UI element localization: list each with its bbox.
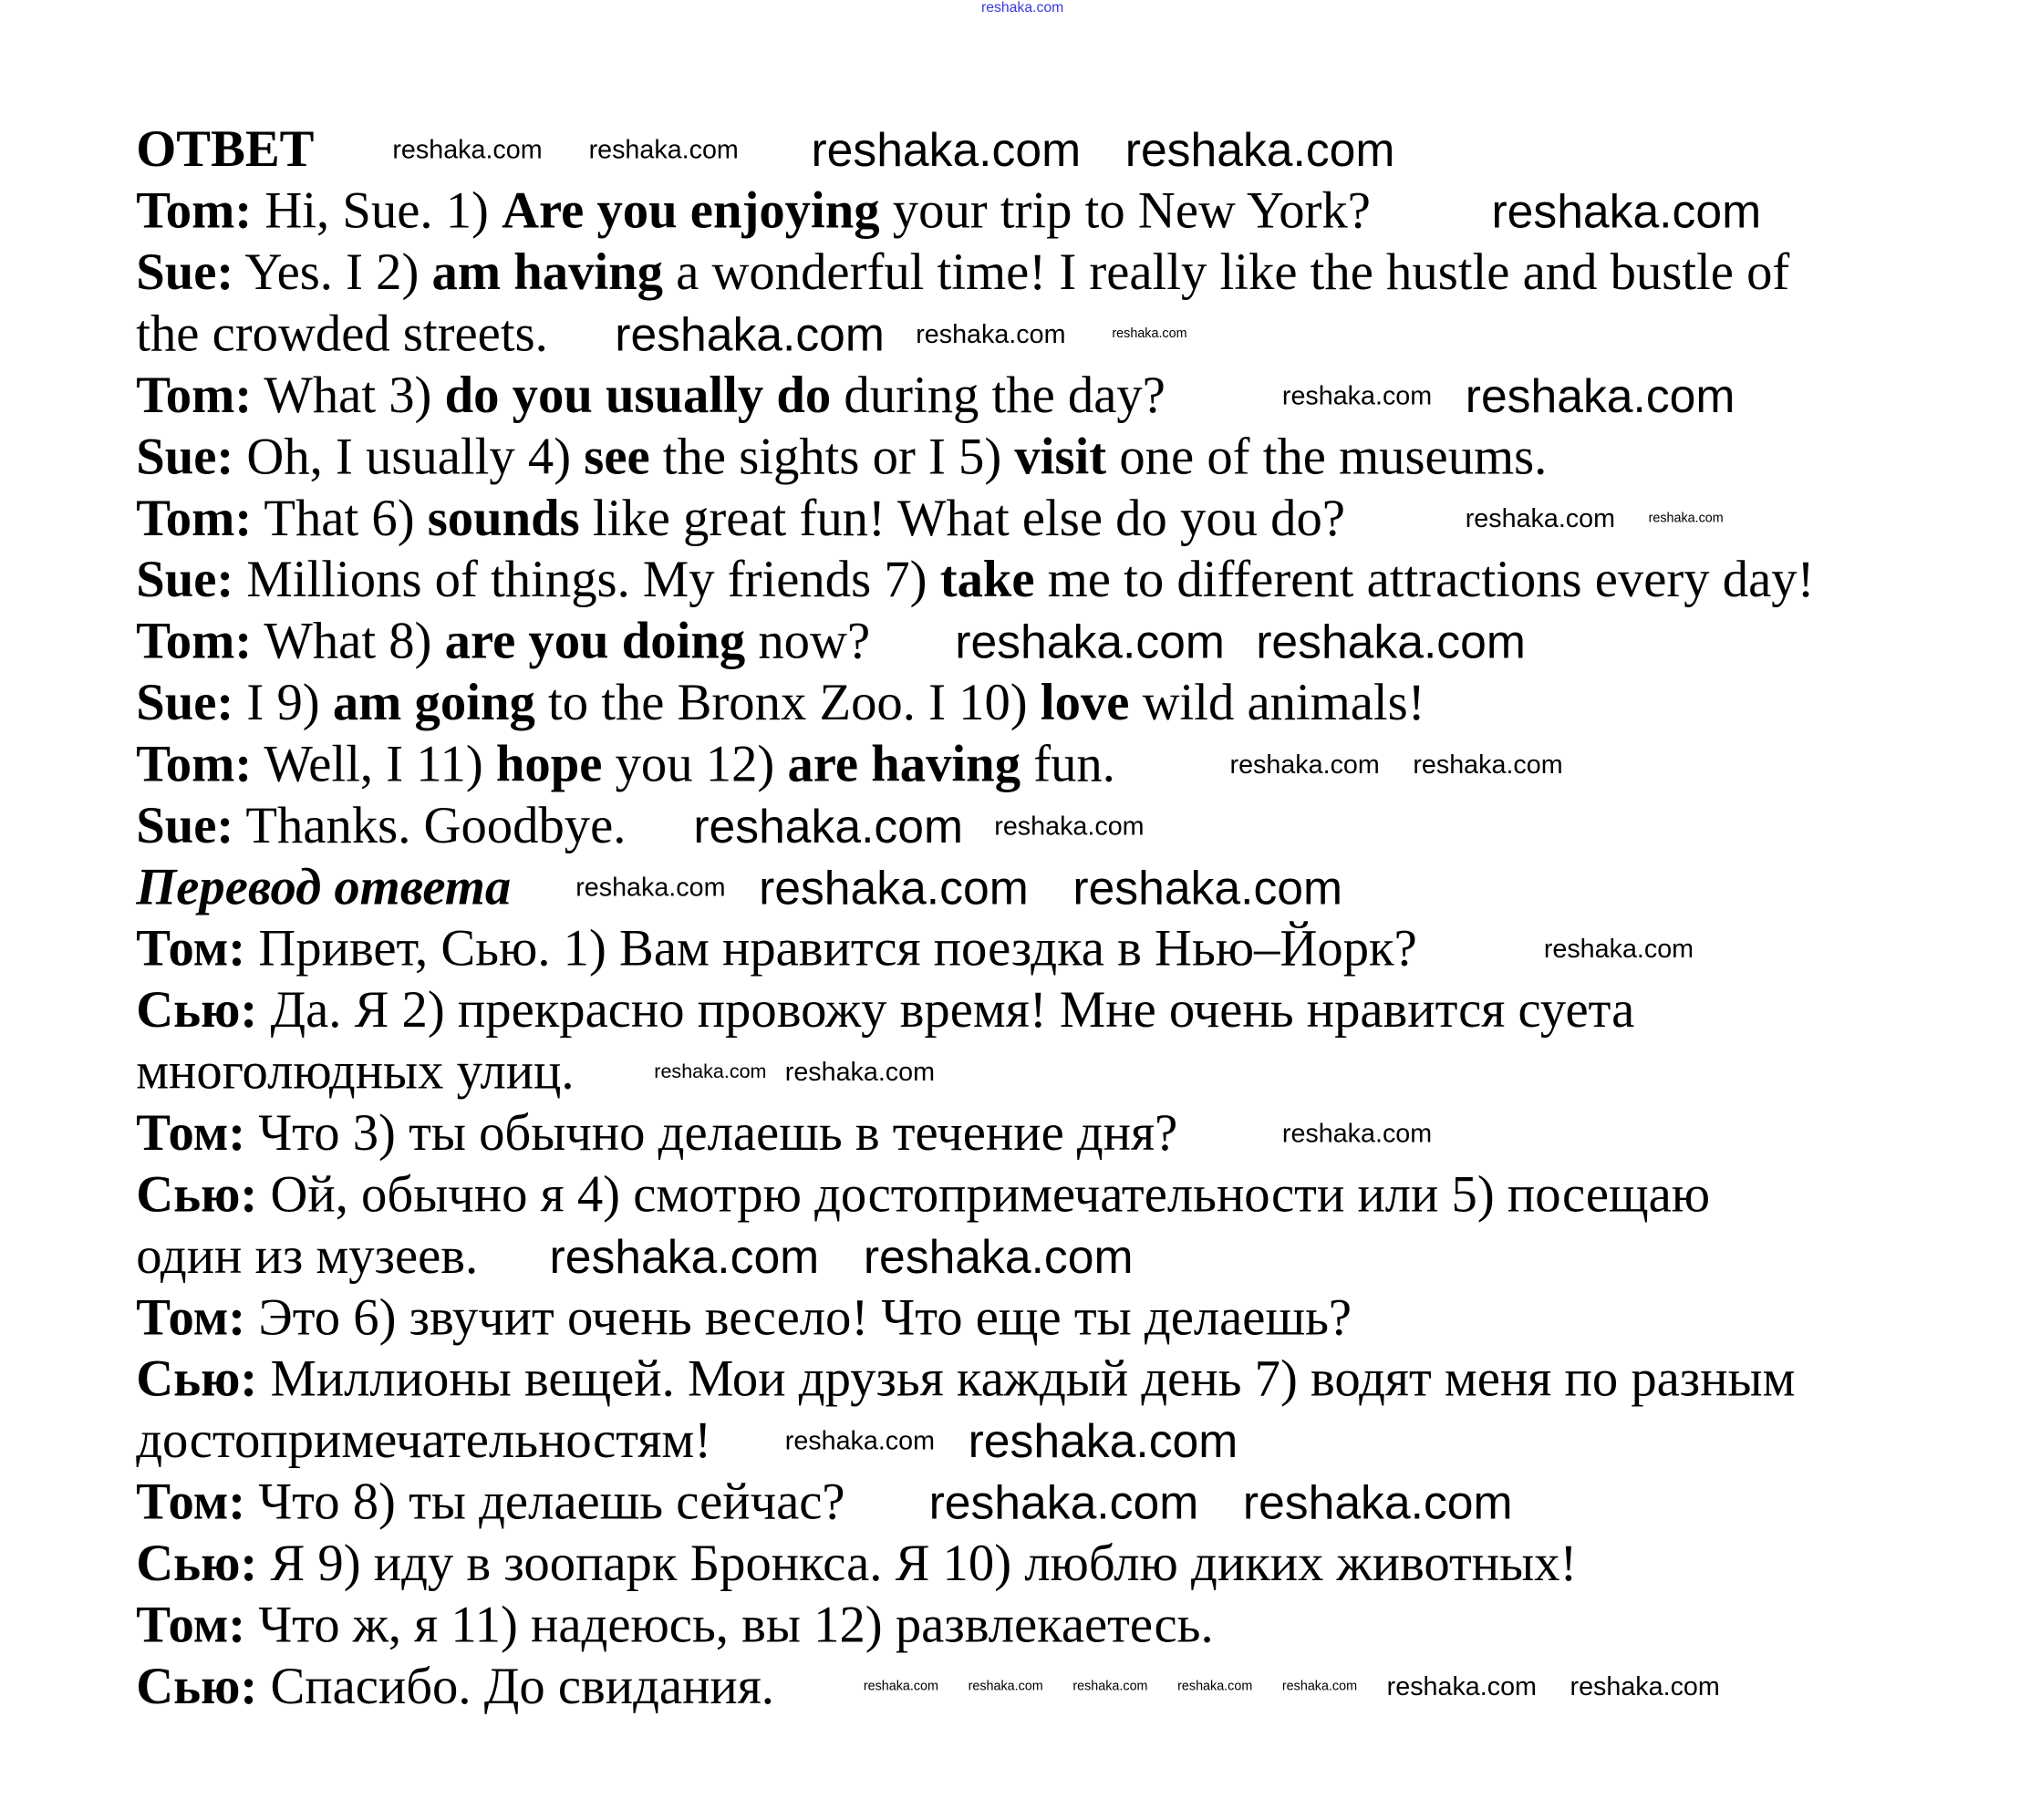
- bold-text: Сью:: [136, 1165, 258, 1224]
- dialogue-line: [136, 1349, 1814, 1410]
- text: That 6): [252, 489, 428, 547]
- text: I 9): [233, 673, 333, 731]
- dialogue-line: [136, 1102, 1814, 1163]
- bold-text: Tom:: [136, 366, 253, 424]
- watermark: reshaka.com: [1124, 122, 1395, 176]
- bold-text: Том:: [136, 1596, 246, 1654]
- dialogue-line: [136, 672, 1814, 733]
- text: the crowded streets.: [136, 305, 548, 363]
- text: Я 9) иду в зоопарк Бронкса. Я 10) люблю диких животных!: [257, 1534, 1578, 1592]
- dialogue-line: [136, 1041, 1814, 1102]
- dialogue-line: [136, 1595, 1814, 1656]
- watermark: reshaka.com: [955, 614, 1225, 668]
- bold-text: Sue:: [136, 796, 234, 854]
- watermark: reshaka.com: [863, 1679, 938, 1694]
- watermark: reshaka.com: [1281, 1119, 1433, 1148]
- watermark: reshaka.com: [693, 798, 964, 853]
- bold-text: Sue:: [136, 673, 234, 731]
- text: What 8): [252, 612, 445, 670]
- watermark: reshaka.com: [1543, 935, 1694, 964]
- watermark: reshaka.com: [615, 306, 885, 361]
- bold-text: do you usually do: [444, 366, 832, 424]
- dialogue-line: [136, 1164, 1814, 1225]
- bold-text: am having: [431, 243, 664, 301]
- watermark: reshaka.com: [1570, 1672, 1720, 1701]
- text: Что ж, я 11) надеюсь, вы 12) развлекаетесь.: [245, 1596, 1214, 1654]
- bold-text: take: [939, 550, 1035, 609]
- dialogue-line: [136, 795, 1814, 856]
- bold-text: sounds: [427, 489, 580, 547]
- watermark: reshaka.com: [1386, 1672, 1537, 1701]
- bold-text: Tom:: [136, 181, 253, 240]
- text: многолюдных улиц.: [136, 1042, 575, 1101]
- bold-text: are you doing: [444, 612, 746, 670]
- bold-text: Том:: [136, 1473, 246, 1531]
- bold-text: Tom:: [136, 489, 253, 547]
- watermark: reshaka.com: [1112, 326, 1187, 341]
- bold-text: Sue:: [136, 428, 234, 486]
- watermark: reshaka.com: [916, 319, 1066, 349]
- watermark: reshaka.com: [549, 1228, 820, 1283]
- watermark: reshaka.com: [1281, 381, 1433, 410]
- watermark: reshaka.com: [1465, 504, 1616, 533]
- watermark: reshaka.com: [1256, 614, 1526, 668]
- bold-text: Том:: [136, 919, 246, 977]
- text: me to different attractions every day!: [1034, 550, 1815, 609]
- answer-heading: ОТВЕТ: [136, 119, 315, 179]
- text: Спасибо. До свидания.: [257, 1657, 774, 1715]
- translation-heading: Перевод ответа: [136, 858, 512, 916]
- watermark: reshaka.com: [1177, 1679, 1253, 1694]
- bold-text: Том:: [136, 1288, 246, 1347]
- text: your trip to New York?: [879, 181, 1371, 240]
- text: you 12): [602, 735, 788, 793]
- text: fun.: [1020, 735, 1115, 793]
- bold-text: Tom:: [136, 612, 253, 670]
- bold-text: Сью:: [136, 980, 258, 1039]
- bold-text: Сью:: [136, 1534, 258, 1592]
- watermark: reshaka.com: [811, 122, 1082, 176]
- text: Что 3) ты обычно делаешь в течение дня?: [245, 1103, 1178, 1162]
- text: now?: [745, 612, 871, 670]
- watermark: reshaka.com: [1465, 367, 1735, 422]
- watermark: reshaka.com: [968, 1679, 1043, 1694]
- watermark: reshaka.com: [575, 873, 726, 903]
- text: the sights or I 5): [649, 428, 1015, 486]
- text: What 3): [252, 366, 445, 424]
- text: Привет, Сью. 1) Вам нравится поездка в Нью–Йорк?: [245, 919, 1417, 977]
- watermark: reshaka.com: [1648, 511, 1724, 525]
- text: Yes. I 2): [233, 243, 432, 301]
- text: to the Bronx Zoo. I 10): [534, 673, 1041, 731]
- text: wild animals!: [1129, 673, 1425, 731]
- bold-text: Том:: [136, 1103, 246, 1162]
- watermark: reshaka.com: [1281, 1679, 1358, 1694]
- bold-text: hope: [495, 735, 603, 793]
- translation-dialogue: [136, 918, 1814, 1718]
- text: during the day?: [831, 366, 1166, 424]
- dialogue-line: [136, 980, 1814, 1041]
- watermark: reshaka.com: [1242, 1474, 1513, 1529]
- dialogue-line: [136, 242, 1814, 303]
- watermark: reshaka.com: [1072, 860, 1343, 915]
- watermark: reshaka.com: [1072, 1679, 1148, 1694]
- bold-text: love: [1040, 673, 1130, 731]
- dialogue-line: [136, 1287, 1814, 1349]
- watermark: reshaka.com: [1413, 750, 1563, 780]
- watermark: reshaka.com: [994, 812, 1145, 841]
- text: Ой, обычно я 4) смотрю достопримечательности или 5) посещаю: [257, 1165, 1711, 1224]
- watermark: reshaka.com: [654, 1060, 767, 1083]
- bold-text: Sue:: [136, 550, 234, 609]
- text: Thanks. Goodbye.: [233, 796, 627, 854]
- bold-text: am going: [332, 673, 535, 731]
- bold-text: are having: [787, 735, 1021, 793]
- text: один из музеев.: [136, 1226, 479, 1285]
- bold-text: Are you enjoying: [502, 181, 880, 240]
- dialogue-line: [136, 550, 1814, 611]
- text: Millions of things. My friends 7): [233, 550, 940, 609]
- watermark: reshaka.com: [863, 1228, 1134, 1283]
- dialogue-line: [136, 1533, 1814, 1594]
- watermark: reshaka.com: [392, 135, 543, 165]
- top-watermark-link[interactable]: reshaka.com: [980, 0, 1064, 16]
- text: Это 6) звучит очень весело! Что еще ты делаешь?: [245, 1288, 1352, 1347]
- bold-text: see: [584, 428, 650, 486]
- text: Миллионы вещей. Мои друзья каждый день 7) водят меня по разным: [257, 1349, 1796, 1408]
- watermark: reshaka.com: [968, 1413, 1238, 1467]
- dialogue-line: [136, 427, 1814, 488]
- text: достопримечательностям!: [136, 1411, 712, 1470]
- watermark: reshaka.com: [928, 1474, 1199, 1529]
- watermark: reshaka.com: [1229, 750, 1380, 780]
- text: like great fun! What else do you do?: [579, 489, 1345, 547]
- text: one of the museums.: [1106, 428, 1548, 486]
- text: a wonderful time! I really like the hustle and bustle of: [663, 243, 1790, 301]
- bold-text: Sue:: [136, 243, 234, 301]
- watermark: reshaka.com: [784, 1057, 936, 1087]
- bold-text: Tom:: [136, 735, 253, 793]
- watermark: reshaka.com: [588, 135, 739, 165]
- text: Да. Я 2) прекрасно провожу время! Мне очень нравится суета: [257, 980, 1635, 1039]
- bold-text: Сью:: [136, 1349, 258, 1408]
- watermark: reshaka.com: [1491, 183, 1762, 238]
- text: Well, I 11): [252, 735, 496, 793]
- bold-text: Сью:: [136, 1657, 258, 1715]
- text: Hi, Sue. 1): [252, 181, 502, 240]
- text: Что 8) ты делаешь сейчас?: [245, 1473, 845, 1531]
- watermark: reshaka.com: [784, 1426, 936, 1455]
- text: Oh, I usually 4): [233, 428, 585, 486]
- watermark: reshaka.com: [759, 860, 1029, 915]
- bold-text: visit: [1014, 428, 1107, 486]
